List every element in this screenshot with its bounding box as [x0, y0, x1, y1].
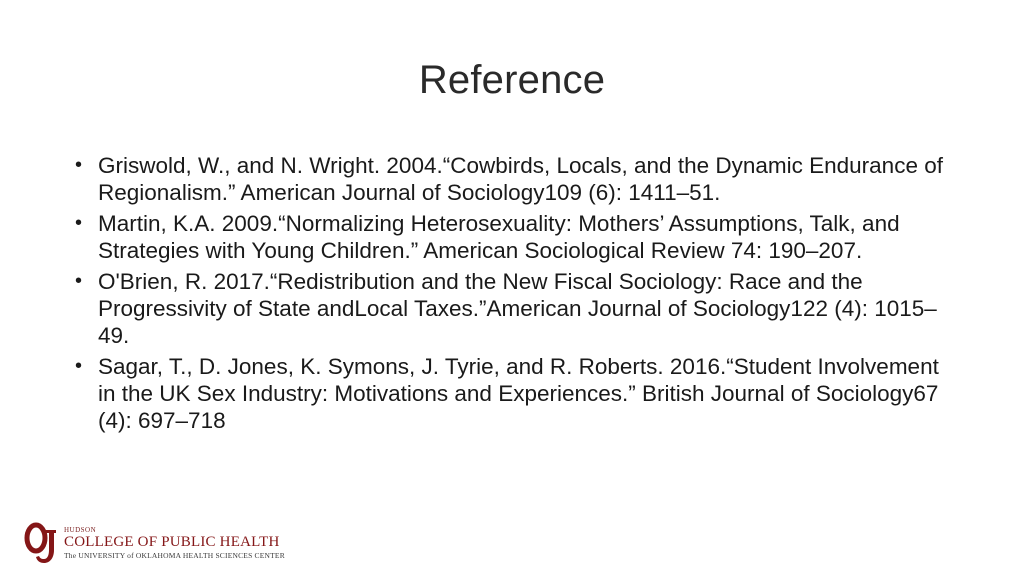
bullet-icon: • — [75, 270, 83, 292]
reference-item — [72, 210, 952, 264]
logo-line-hudson: HUDSON — [64, 526, 97, 534]
bullet-icon: • — [75, 355, 83, 377]
reference-text: Martin, K.A. 2009.“Normalizing Heterosexuality: Mothers’ Assumptions, Talk, and Strategies with Young Children.” American Sociological Review 74: 190–207. — [98, 211, 900, 263]
reference-item — [72, 152, 952, 206]
college-logo — [24, 522, 324, 566]
bullet-icon: • — [75, 212, 83, 234]
logo-line-college: COLLEGE OF PUBLIC HEALTH — [64, 534, 280, 550]
logo-line-university: The UNIVERSITY of OKLAHOMA HEALTH SCIENCES CENTER — [64, 551, 285, 560]
reference-text: O'Brien, R. 2017.“Redistribution and the New Fiscal Sociology: Race and the Progressivity of State andLocal Taxes.”American Journal of Sociology122 (4): 1015–49. — [98, 269, 937, 348]
bullet-icon: • — [75, 154, 83, 176]
reference-item — [72, 353, 952, 434]
reference-text: Sagar, T., D. Jones, K. Symons, J. Tyrie, and R. Roberts. 2016.“Student Involvement in the UK Sex Industry: Motivations and Experiences.” British Journal of Sociology67 (4): 697–718 — [98, 354, 939, 433]
reference-text: Griswold, W., and N. Wright. 2004.“Cowbirds, Locals, and the Dynamic Endurance of Regionalism.” American Journal of Sociology109 (6): 1411–51. — [98, 153, 943, 205]
reference-item — [72, 268, 952, 349]
slide-title: Reference — [418, 58, 606, 102]
ou-monogram-icon — [24, 522, 60, 566]
reference-list — [72, 152, 952, 438]
logo-text — [64, 526, 285, 560]
